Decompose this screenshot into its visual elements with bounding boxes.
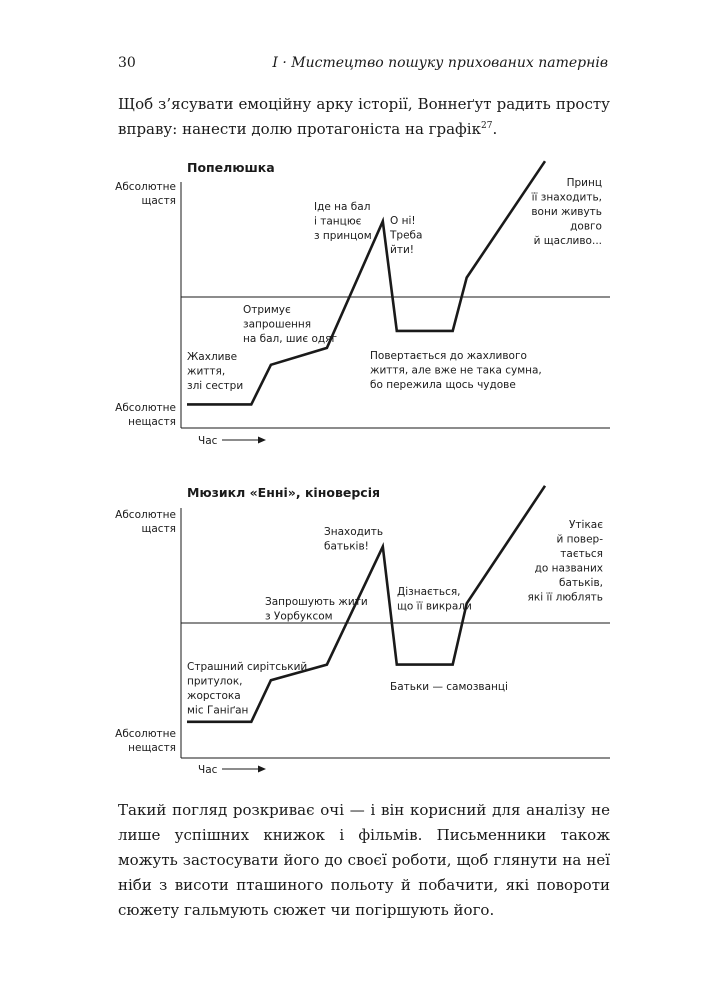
annotation-text: що її викрали xyxy=(397,600,472,613)
annotation-text: Треба xyxy=(390,229,423,242)
annotation-text: Батьки — самозванці xyxy=(390,681,508,693)
annotation-text: запрошення xyxy=(243,318,312,331)
annotation-text: життя, xyxy=(187,365,226,378)
annotation-text: Повертається до жахливого xyxy=(370,350,527,362)
annotation-text: Запрошують жити xyxy=(265,596,368,608)
intro-text: Щоб з’ясувати емоційну арку історії, Воннеґут радить просту вправу: нанести долю протагоніста на графік xyxy=(118,95,610,138)
annotation-text: тається xyxy=(560,548,603,560)
annotation-text: до названих xyxy=(534,562,603,575)
annotation-text: життя, але вже не така сумна, xyxy=(370,364,542,377)
annotation-text: батьків, xyxy=(559,577,603,589)
footnote-ref: 27 xyxy=(480,121,493,131)
outro-paragraph: Такий погляд розкриває очі — і він корисний для аналізу не лише успішних книжок і фільмів. Письменники також можуть застосувати його до своєї роботи, щоб глянути на неї ніби з висоти пташиного польоту й побачити, які повороти сюжету гальмують сюжет чи погіршують його. xyxy=(118,801,610,919)
annotation-text: Страшний сирітський xyxy=(187,661,308,673)
annotation-text: Отримує xyxy=(243,304,291,316)
annotation-text: жорстока xyxy=(187,690,241,702)
annotation-text: злі сестри xyxy=(187,380,244,392)
y-label-top: Абсолютне xyxy=(115,181,176,193)
y-label-bottom: нещастя xyxy=(128,416,176,428)
annotation-text: міс Ганіґан xyxy=(187,704,249,717)
annotation-text: довго xyxy=(570,220,602,233)
annotation-text: Іде на бал xyxy=(314,201,371,213)
annotation-text: й щасливо... xyxy=(533,235,602,247)
y-label-top: щастя xyxy=(141,523,176,535)
chart-title: Попелюшка xyxy=(187,160,275,175)
time-arrow-head xyxy=(258,437,266,444)
annotation-text: Жахливе xyxy=(187,351,238,363)
x-axis-label: Час xyxy=(198,764,218,776)
annotation-text: Дізнається, xyxy=(397,586,461,598)
annotation-text: які її люблять xyxy=(527,591,603,604)
annotation-text: О ні! xyxy=(390,215,416,227)
intro-tail: . xyxy=(492,120,498,138)
y-label-top: Абсолютне xyxy=(115,509,176,521)
annotation-text: з принцом xyxy=(314,230,372,242)
y-label-top: щастя xyxy=(141,195,176,207)
annotation-text: бо пережила щось чудове xyxy=(370,379,516,391)
chart-title: Мюзикл «Енні», кіноверсія xyxy=(187,485,380,500)
running-title: I · Мистецтво пошуку прихованих патернів xyxy=(272,55,608,71)
y-label-bottom: Абсолютне xyxy=(115,728,176,740)
time-arrow-head xyxy=(258,766,266,773)
y-label-bottom: Абсолютне xyxy=(115,402,176,414)
annotation-text: Утікає xyxy=(569,519,603,531)
annotation-text: її знаходить, xyxy=(531,191,602,204)
annotation-text: з Уорбуксом xyxy=(265,610,333,623)
annotation-text: йти! xyxy=(390,244,414,256)
annotation-text: вони живуть xyxy=(531,206,602,218)
annotation-text: Знаходить xyxy=(324,526,384,538)
page-number: 30 xyxy=(118,55,136,71)
x-axis-label: Час xyxy=(198,435,218,447)
annotation-text: притулок, xyxy=(187,675,243,688)
annotation-text: батьків! xyxy=(324,540,369,553)
annotation-text: Принц xyxy=(566,177,602,189)
annotation-text: й повер- xyxy=(556,533,603,546)
annotation-text: і танцює xyxy=(314,215,362,228)
y-label-bottom: нещастя xyxy=(128,742,176,754)
annotation-text: на бал, шиє одяг xyxy=(243,333,337,345)
